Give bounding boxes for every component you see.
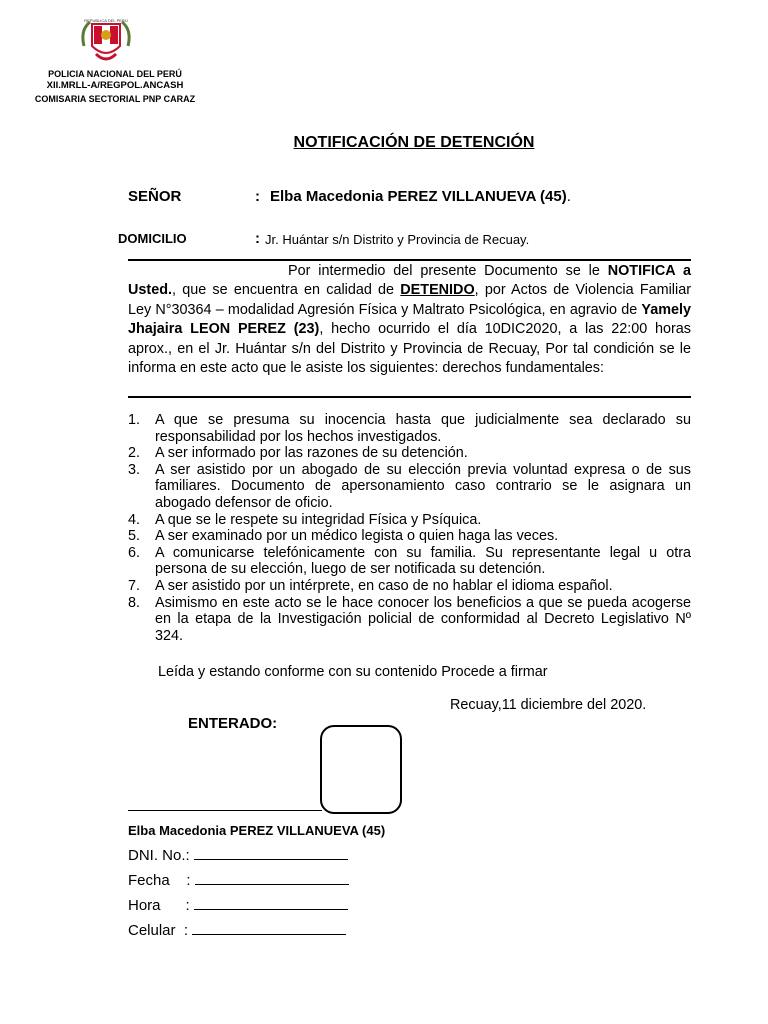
domicilio-label: DOMICILIO (118, 231, 187, 246)
fingerprint-box (320, 725, 402, 814)
list-item: 6. A comunicarse telefónicamente con su familia. Su representante legal u otra persona de su elección, luego de ser notificada su detención. (128, 544, 691, 578)
closing-text: Leída y estando conforme con su contenido Procede a firmar (158, 664, 548, 680)
body-text-1: Por intermedio del presente Documento se le (288, 263, 608, 279)
blank-line (192, 922, 346, 935)
body-victim: Yamely Jhajaira LEON PEREZ (23) (128, 301, 691, 338)
signer-name: Elba Macedonia PEREZ VILLANUEVA (45) (128, 823, 386, 838)
rights-list (128, 412, 691, 644)
fecha-field (128, 872, 349, 889)
senor-value: Elba Macedonia PEREZ VILLANUEVA (45) (270, 188, 567, 205)
blank-line (195, 872, 349, 885)
notification-paragraph (128, 262, 691, 378)
body-detenido: DETENIDO (400, 282, 475, 299)
field-label: Celular : (128, 922, 189, 939)
domicilio-value: Jr. Huántar s/n Distrito y Provincia de Recuay. (265, 232, 530, 247)
document-title: NOTIFICACIÓN DE DETENCIÓN (293, 134, 535, 151)
senor-trail: . (566, 188, 571, 205)
list-item: 3. A ser asistido por un abogado de su elección previa voluntad expresa o de sus familiares. Documento de apersonamiento caso contrario se le asignara un abogado defensor de oficio. (128, 461, 691, 511)
senor-colon: : (255, 188, 260, 205)
senor-line (270, 188, 571, 205)
field-label: DNI. No.: (128, 847, 190, 864)
blank-line (194, 847, 348, 860)
celular-field (128, 922, 346, 939)
signature-line (128, 798, 322, 811)
list-item: 1. A que se presuma su inocencia hasta que judicialmente sea declarado su responsabilidad por los hechos investigados. (128, 412, 691, 445)
body-text-4: , hecho ocurrido el día 10DIC2020, a las 22:00 horas aprox., en el Jr. Huántar s/n del Distrito y Provincia de Recuay, Por tal condición se le informa en este acto que le asiste los siguientes: derechos fundamentales: (128, 321, 691, 377)
body-text-3: , por Actos de Violencia Familiar Ley N°30364 – modalidad Agresión Física y Maltrato Psicológica, en agravio de (128, 282, 691, 318)
seal-text: REPUBLICA DEL PERÚ (84, 18, 128, 23)
enterado-label: ENTERADO: (188, 715, 278, 732)
field-label: Fecha : (128, 872, 191, 889)
bottom-rule (128, 396, 691, 398)
dni-field (128, 847, 348, 864)
list-item: 7. A ser asistido por un intérprete, en caso de no hablar el idioma español. (128, 577, 613, 594)
peru-police-seal-logo (78, 16, 134, 68)
place-date: Recuay,11 diciembre del 2020. (450, 697, 647, 713)
list-item: 4. A que se le respete su integridad Física y Psíquica. (128, 511, 482, 528)
header-line-2: XII.MRLL-A/REGPOL.ANCASH (46, 80, 184, 91)
list-item: 5. A ser examinado por un médico legista o quien haga las veces. (128, 528, 559, 545)
domicilio-colon: : (255, 230, 260, 247)
list-item: 2. A ser informado por las razones de su detención. (128, 445, 468, 462)
list-item: 8. Asimismo en este acto se le hace conocer los beneficios a que se pueda acogerse en la etapa de la Investigación policial de conformidad al Decreto Legislativo Nº 324. (128, 594, 691, 644)
field-label: Hora : (128, 897, 190, 914)
body-text-2: , que se encuentra en calidad de (171, 282, 401, 299)
top-rule (128, 259, 691, 261)
senor-label: SEÑOR (128, 188, 182, 205)
header-line-1: POLICIA NACIONAL DEL PERÚ (48, 69, 182, 79)
hora-field (128, 897, 348, 914)
blank-line (194, 897, 348, 910)
header-line-3: COMISARIA SECTORIAL PNP CARAZ (34, 94, 196, 104)
body-notifica: NOTIFICA a Usted. (128, 263, 691, 299)
